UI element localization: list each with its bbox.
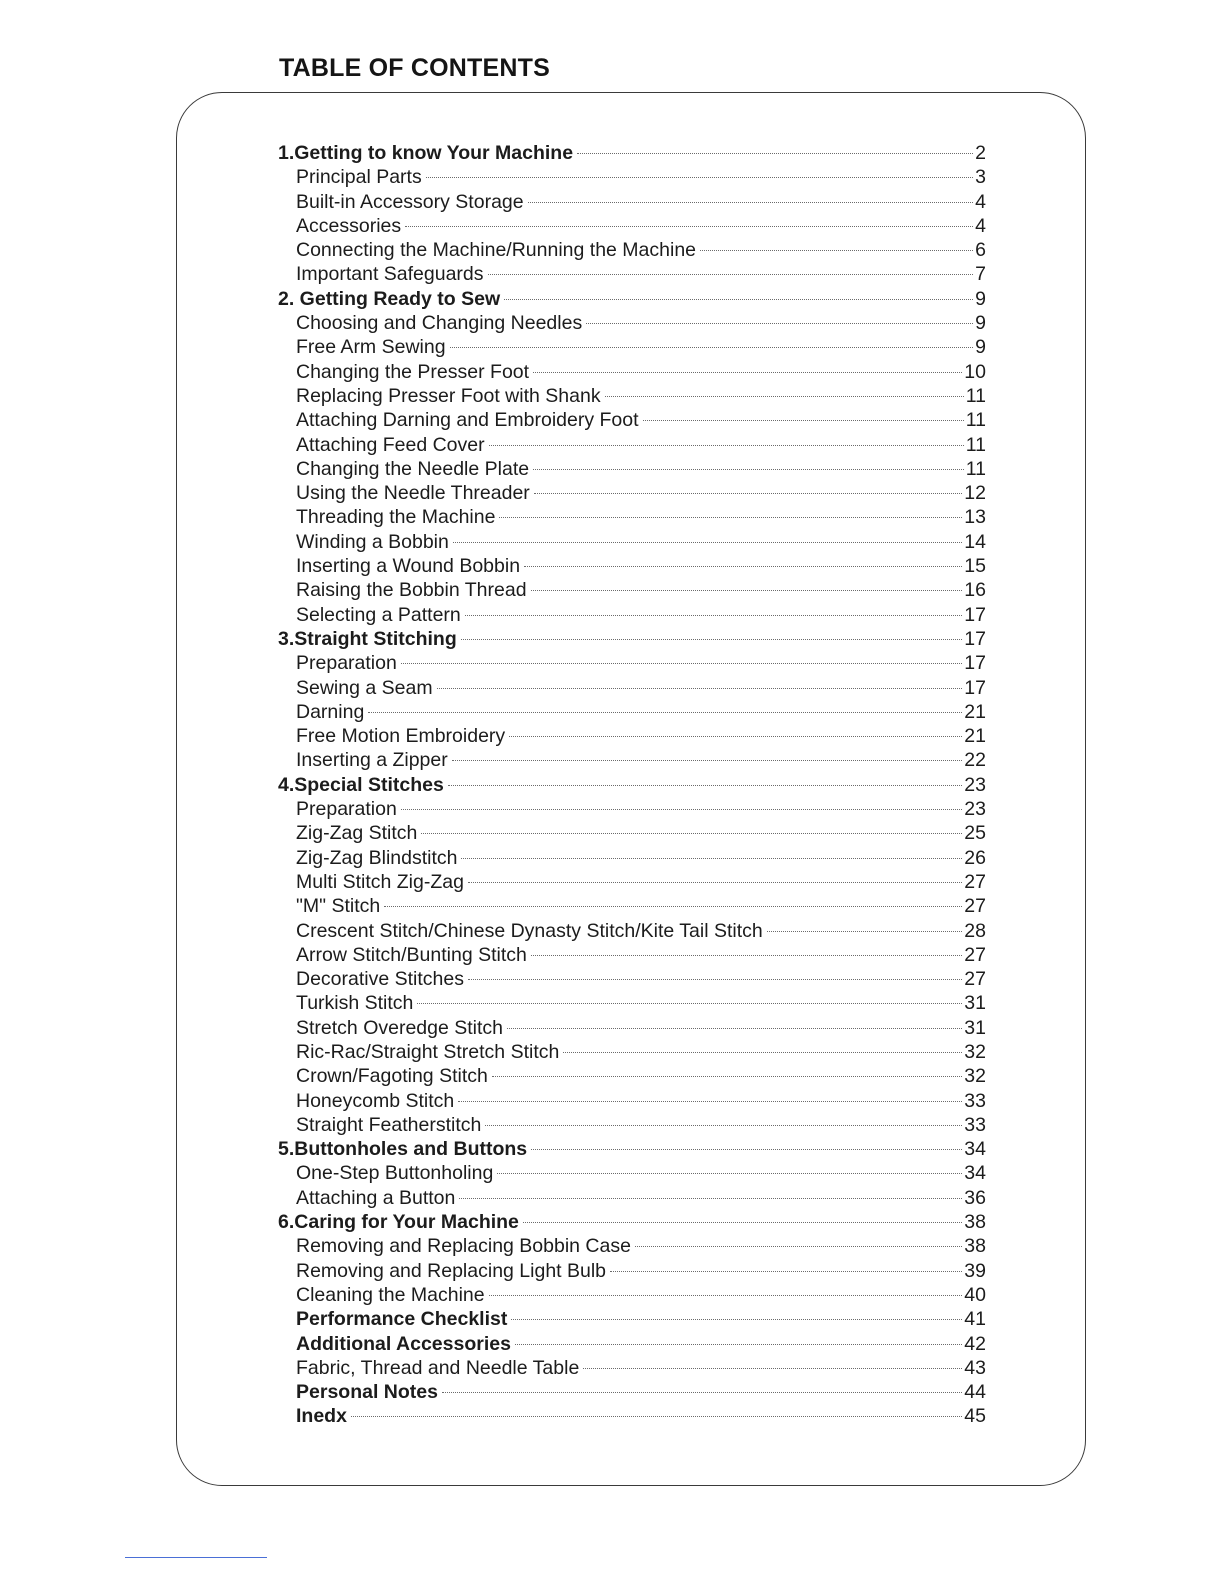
toc-entry-label: Inserting a Wound Bobbin [296,555,521,578]
toc-entry-label: One-Step Buttonholing [296,1162,494,1185]
dot-leader [610,1271,962,1272]
toc-section-entry[interactable] [278,1161,986,1185]
toc-section-entry[interactable] [278,1113,986,1137]
dot-leader [351,1416,962,1417]
dot-leader [509,736,962,737]
toc-entry-label: Straight Featherstitch [296,1113,482,1136]
toc-section-entry[interactable] [278,991,986,1015]
dot-leader [507,1028,962,1029]
toc-page-number: 11 [965,384,986,407]
toc-entry-label: Raising the Bobbin Thread [296,579,527,602]
toc-page-number: 14 [964,530,986,553]
dot-leader [461,639,963,640]
toc-page-number: 31 [964,1016,986,1039]
dot-leader [605,396,964,397]
dot-leader [368,712,962,713]
toc-page-number: 34 [964,1138,986,1161]
toc-page-number: 17 [964,603,986,626]
toc-entry-label: Free Motion Embroidery [296,725,506,748]
toc-section-entry[interactable] [278,530,986,554]
toc-section-entry[interactable] [278,190,986,214]
toc-entry-label: Attaching Feed Cover [296,433,485,456]
toc-chapter-entry[interactable] [278,141,986,165]
toc-section-entry[interactable] [278,214,986,238]
toc-section-entry[interactable] [278,1380,986,1404]
dot-leader [459,1198,962,1199]
toc-page-number: 33 [964,1113,986,1136]
toc-section-entry[interactable] [278,311,986,335]
toc-section-entry[interactable] [278,919,986,943]
toc-section-entry[interactable] [278,433,986,457]
dot-leader [767,931,963,932]
toc-section-entry[interactable] [278,1332,986,1356]
toc-chapter-entry[interactable] [278,773,986,797]
toc-page-number: 22 [964,749,986,772]
toc-entry-label: Removing and Replacing Bobbin Case [296,1235,631,1258]
toc-section-entry[interactable] [278,457,986,481]
toc-section-entry[interactable] [278,505,986,529]
toc-page-number: 36 [964,1186,986,1209]
toc-section-entry[interactable] [278,676,986,700]
toc-section-entry[interactable] [278,894,986,918]
toc-page-number: 6 [975,239,986,262]
toc-section-entry[interactable] [278,1016,986,1040]
toc-page-number: 27 [964,895,986,918]
toc-section-entry[interactable] [278,554,986,578]
toc-page-number: 31 [964,992,986,1015]
toc-entry-label: Removing and Replacing Light Bulb [296,1259,607,1282]
toc-page-number: 27 [964,943,986,966]
toc-page-number: 27 [964,968,986,991]
toc-page-number: 34 [964,1162,986,1185]
dot-leader [421,833,962,834]
toc-entry-label: Cleaning the Machine [296,1283,485,1306]
toc-entry-label: Using the Needle Threader [296,482,530,505]
dot-leader [401,809,962,810]
toc-page-number: 44 [964,1381,986,1404]
dot-leader [583,1368,962,1369]
dot-leader [417,1003,962,1004]
toc-entry-label: Preparation [296,798,397,821]
toc-page-number: 32 [964,1040,986,1063]
dot-leader [468,979,962,980]
toc-entry-label: Decorative Stitches [296,968,464,991]
toc-entry-label: Preparation [296,652,397,675]
toc-page-number: 25 [964,822,986,845]
toc-chapter-entry[interactable] [278,287,986,311]
toc-section-entry[interactable] [278,651,986,675]
toc-entry-label: Attaching Darning and Embroidery Foot [296,409,639,432]
toc-entry-label: Multi Stitch Zig-Zag [296,870,464,893]
toc-section-entry[interactable] [278,1283,986,1307]
dot-leader [442,1392,962,1393]
toc-section-entry[interactable] [278,1040,986,1064]
toc-entry-label: Sewing a Seam [296,676,433,699]
toc-page-number: 17 [964,652,986,675]
toc-entry-label: Zig-Zag Blindstitch [296,846,458,869]
dot-leader [533,372,962,373]
dot-leader [450,347,974,348]
toc-page-number: 15 [964,555,986,578]
toc-entry-label: 2. Getting Ready to Sew [278,287,501,310]
dot-leader [461,858,962,859]
dot-leader [531,955,962,956]
dot-leader [453,542,962,543]
dot-leader [523,1222,962,1223]
toc-entry-label: Threading the Machine [296,506,496,529]
dot-leader [452,760,963,761]
toc-section-entry[interactable] [278,1089,986,1113]
toc-chapter-entry[interactable] [278,1210,986,1234]
dot-leader [426,177,973,178]
dot-leader [533,469,964,470]
dot-leader [488,274,974,275]
dot-leader [448,785,962,786]
dot-leader [577,153,973,154]
toc-section-entry[interactable] [278,408,986,432]
dot-leader [489,1295,963,1296]
toc-entry-label: Replacing Presser Foot with Shank [296,384,601,407]
toc-entry-label: Changing the Needle Plate [296,457,530,480]
dot-leader [405,226,973,227]
page-title: TABLE OF CONTENTS [279,54,550,82]
toc-section-entry[interactable] [278,748,986,772]
toc-entry-label: Arrow Stitch/Bunting Stitch [296,943,527,966]
toc-section-entry[interactable] [278,700,986,724]
toc-section-entry[interactable] [278,846,986,870]
toc-page-number: 23 [964,798,986,821]
toc-section-entry[interactable] [278,165,986,189]
dot-leader [563,1052,962,1053]
dot-leader [492,1076,962,1077]
toc-section-entry[interactable] [278,238,986,262]
toc-section-entry[interactable] [278,262,986,286]
dot-leader [458,1101,962,1102]
toc-page-number: 21 [964,725,986,748]
dot-leader [489,445,964,446]
toc-page-number: 32 [964,1065,986,1088]
toc-entry-label: Zig-Zag Stitch [296,822,418,845]
dot-leader [437,688,963,689]
toc-entry-label: Crescent Stitch/Chinese Dynasty Stitch/Kite Tail Stitch [296,919,763,942]
toc-section-entry[interactable] [278,578,986,602]
toc-entry-label: Darning [296,700,365,723]
toc-page-number: 17 [964,676,986,699]
toc-page-number: 2 [975,142,986,164]
dot-leader [499,517,962,518]
toc-page-number: 4 [975,214,986,237]
toc-entry-label: Honeycomb Stitch [296,1089,455,1112]
toc-entry-label: 3.Straight Stitching [278,627,457,650]
toc-page-number: 10 [964,360,986,383]
toc-page-number: 17 [964,627,986,650]
toc-entry-label: Attaching a Button [296,1186,456,1209]
toc-page-number: 26 [964,846,986,869]
toc-page-number: 11 [965,433,986,456]
footer-rule [125,1557,267,1558]
toc-page-number: 38 [964,1235,986,1258]
dot-leader [468,882,962,883]
toc-page-number: 11 [965,409,986,432]
dot-leader [700,250,973,251]
toc-entry-label: Choosing and Changing Needles [296,312,583,335]
toc-entry-label: Crown/Fagoting Stitch [296,1065,488,1088]
dot-leader [485,1125,962,1126]
toc-entry-label: Built-in Accessory Storage [296,190,524,213]
toc-entry-label: Personal Notes [296,1381,438,1404]
toc-entry-label: Accessories [296,214,402,237]
toc-entry-label: Turkish Stitch [296,992,414,1015]
toc-section-entry[interactable] [278,870,986,894]
toc-page-number: 4 [975,190,986,213]
dot-leader [465,615,963,616]
toc-page-number: 12 [964,482,986,505]
toc-page-number: 28 [964,919,986,942]
toc-section-entry[interactable] [278,821,986,845]
toc-page-number: 33 [964,1089,986,1112]
toc-page-number: 11 [965,457,986,480]
toc-section-entry[interactable] [278,481,986,505]
dot-leader [586,323,973,324]
dot-leader [515,1344,962,1345]
toc-section-entry[interactable] [278,1186,986,1210]
dot-leader [643,420,964,421]
toc-page-number: 43 [964,1356,986,1379]
dot-leader [384,906,962,907]
toc-entry-label: Important Safeguards [296,263,484,286]
toc-page-number: 45 [964,1405,986,1428]
toc-entry-label: Selecting a Pattern [296,603,461,626]
toc-entry-label: Inserting a Zipper [296,749,448,772]
toc-page-number: 9 [975,336,986,359]
toc-page-number: 41 [964,1308,986,1331]
toc-page-number: 9 [975,287,986,310]
dot-leader [635,1246,962,1247]
toc-page-number: 13 [964,506,986,529]
toc-chapter-entry[interactable] [278,1137,986,1161]
dot-leader [401,663,962,664]
toc-page-number: 3 [975,166,986,189]
dot-leader [504,299,973,300]
dot-leader [534,493,963,494]
toc-section-entry[interactable] [278,1307,986,1331]
toc-page-number: 39 [964,1259,986,1282]
toc-entry-label: 4.Special Stitches [278,773,444,796]
toc-section-entry[interactable] [278,1356,986,1380]
toc-section-entry[interactable] [278,1064,986,1088]
toc-section-entry[interactable] [278,797,986,821]
toc-entry-label: Performance Checklist [296,1308,508,1331]
toc-entry-label: 5.Buttonholes and Buttons [278,1138,528,1161]
dot-leader [531,1149,962,1150]
toc-entry-label: Additional Accessories [296,1332,511,1355]
toc-entry-label: Changing the Presser Foot [296,360,530,383]
toc-section-entry[interactable] [278,360,986,384]
toc-entry-label: Principal Parts [296,166,422,189]
toc-page-number: 16 [964,579,986,602]
toc-page-number: 9 [975,312,986,335]
toc-entry-label: "M" Stitch [296,895,381,918]
toc-section-entry[interactable] [278,943,986,967]
toc-page-number: 42 [964,1332,986,1355]
toc-page-number: 21 [964,700,986,723]
toc-entry-label: 1.Getting to know Your Machine [278,142,574,164]
toc-entry-label: Winding a Bobbin [296,530,449,553]
dot-leader [497,1173,962,1174]
toc-entry-label: Connecting the Machine/Running the Machine [296,239,697,262]
toc-page-number: 40 [964,1283,986,1306]
dot-leader [528,202,974,203]
toc-entry-label: Fabric, Thread and Needle Table [296,1356,580,1379]
dot-leader [531,590,963,591]
toc-section-entry[interactable] [278,1259,986,1283]
toc-page-number: 23 [964,773,986,796]
toc-section-entry[interactable] [278,1404,986,1428]
toc-section-entry[interactable] [278,967,986,991]
toc-section-entry[interactable] [278,603,986,627]
toc-page-number: 27 [964,870,986,893]
toc-entry-label: Inedx [296,1405,347,1428]
toc-entry-label: 6.Caring for Your Machine [278,1211,519,1234]
dot-leader [511,1319,962,1320]
toc-entry-label: Stretch Overedge Stitch [296,1016,504,1039]
toc-section-entry[interactable] [278,384,986,408]
toc-entry-label: Ric-Rac/Straight Stretch Stitch [296,1040,560,1063]
toc-page-number: 38 [964,1211,986,1234]
toc-section-entry[interactable] [278,724,986,748]
table-of-contents [278,141,986,1429]
toc-section-entry[interactable] [278,335,986,359]
dot-leader [524,566,962,567]
toc-entry-label: Free Arm Sewing [296,336,446,359]
toc-chapter-entry[interactable] [278,627,986,651]
toc-page-number: 7 [975,263,986,286]
toc-section-entry[interactable] [278,1234,986,1258]
